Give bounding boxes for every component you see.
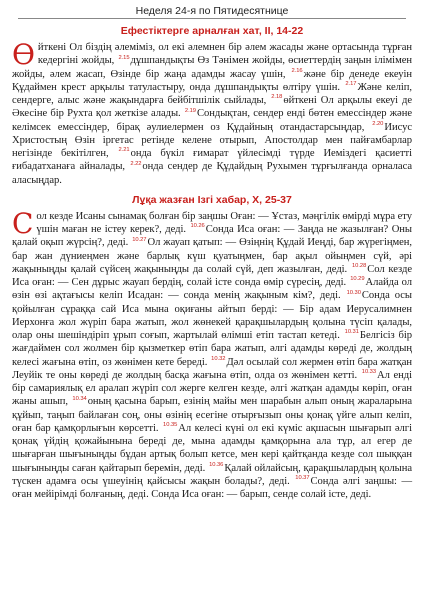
- gospel-title: Лұқа жазған Ізгі хабар, X, 25-37: [132, 193, 292, 206]
- verse-number: 10.29: [350, 276, 365, 283]
- verse-number: 2.19: [184, 107, 196, 114]
- verse-text: Сол кезде Иса оған: — Сен дұрыс жауап бердің, солай істе сонда өмір сүресің, деді.: [12, 263, 412, 288]
- verse-text: ол кезде Исаны сынамақ болған бір заңшы Оған: — Ұстаз, мәңгілік өмірді мұра ету үшін маған не істеу керек?, деді.: [36, 210, 412, 235]
- verse-text: және бір денеде екеуін Құдаймен крест арқылы татуластыру, онда дұшпандықты өлтіру үшін.: [12, 68, 412, 93]
- verse-text: Алайда ол өзін өзі ақтағысы келіп Исадан: — сонда менің жақыным кім?, деді.: [12, 277, 413, 302]
- epistle-title: Ефестіктерге арналған хат, II, 14-22: [120, 25, 304, 37]
- verse-text: онда сендер де Құдайдың Рухымен тұрғылғанда орналаса алаcыңдар.: [12, 161, 413, 186]
- verse-text: Сондықтан, сендер енді бөтен емессіндер және келімсек емессіндер, бірақ әулиелермен оз Құдайның отандастарсыңдар,: [12, 108, 412, 133]
- verse-text: Сонда Иса оған: — Заңда не жазылған? Оны қалай оқып жүрсің?, деді.: [12, 224, 412, 249]
- verse-text: Және келіп, сендерге, алыс және жақындарға бейбітшілік сыйлады,: [12, 81, 412, 106]
- verse-number: 2.22: [130, 160, 142, 167]
- page: [12, 4, 412, 596]
- verse-text: оның қасына барып, езінің майы мен шарабын алып оның жараларына құйып, таңып байлаған соң, оны өзінің есегіне отырғызып оны қонақ үйге алып келіп, оған бар қамқорлығын көрсетті.: [12, 396, 412, 434]
- verse-number: 10.36: [209, 461, 224, 468]
- verse-text: йткені Ол біздің әлеміміз, ол екі әлемнен бір әлем жасады және ортасында тұрған кедергіні жойды,: [37, 42, 412, 67]
- verse-text: Иисус Христостың Өзін іргетас ретінде келене отырып, Апостолдар мен пайғамбарлар негізінде бекітілген,: [12, 121, 412, 159]
- verse-number: 10.32: [211, 355, 226, 362]
- verse-text: дұшпандықты Өз Тәнімен жойды, өсиеттердің заңын ілімімен жойды, әлем жасап, Өзінде бір жаңа адамды жасау үшін,: [12, 55, 412, 80]
- verse-number: 2.15: [118, 54, 130, 61]
- verse-text: Қалай ойлайсың, қарақшылардың қолына түскен адамға осы үшеуінің қайсысы жақын болады?, деді.: [12, 462, 412, 487]
- verse-number: 10.34: [72, 395, 87, 402]
- verse-number: 10.28: [351, 263, 367, 270]
- verse-number: 10.30: [346, 289, 361, 296]
- verse-number: 10.27: [132, 236, 147, 243]
- verse-text: онда бүкіл ғимарат үйлесімді түрде Иеміздегі қасиетті ғибадатханаға айналады,: [12, 148, 412, 173]
- verse-text: Сонда әлгі заңшы: — оған мейірімді болғаның, деді. Сонда Иса оған: — барып, сенде солай істе, деді.: [12, 475, 412, 500]
- verse-text: Ол жауап қатып: — Өзіңнің Құдай Иеңді, бар жүрегіңмен, бар жан дүниеңмен және барлық күш қуатыңмен, бар ақыл ойыңмен сүй, әрі жақыныңды қалай сүйсең жақыныңды да солай сүй, деп жазылған, деді.: [12, 237, 412, 275]
- verse-text: Белгісіз бір жағдаймен сол жолмен бір қызметкер өтіп бара жатып, әлгі адамды көреді де, жолдың келесі жағына өтіп, оз жөнімен кете береді.: [12, 330, 412, 368]
- gospel-text: [12, 206, 413, 502]
- verse-number: 10.37: [295, 475, 310, 482]
- verse-number: 2.21: [118, 147, 130, 154]
- verse-number: 2.20: [372, 120, 384, 127]
- epistle-dropcap: Ө: [12, 38, 35, 71]
- verse-text: өйткені Ол арқылы екеуі де Әкесіне бір Рухта қол жеткізе алады.: [12, 95, 412, 120]
- verse-number: 2.17: [345, 81, 357, 88]
- verse-text: Дәл осылай сол жермен өтіп бара жатқан Леуйік те оны көреді де жолдың басқа жағына өтіп, олда оз жөнімен кетті.: [12, 356, 412, 381]
- page-header: Неделя 24-я по Пятидесятнице: [18, 4, 406, 19]
- section-spacer: [12, 187, 412, 194]
- verse-number: 10.31: [344, 329, 359, 336]
- verse-text: Сонда осы қойылған сұраққа сай Иса мына оқиғаны айтып берді: — Бір адам Иерусалимнен Иерхонға жол жүріп бара жатып, жол жөнекей қарақшылардың қолына түсіп қалады, олар оны шешіндіріп ұрып соғып, жартылай өлімші етіп тастап кетеді.: [12, 290, 412, 341]
- verse-number: 10.26: [190, 223, 205, 230]
- verse-text: Ал енді бір самариялық ел аралап жүріп сол жерге келген кезде, әлгі жатқан адамды көріп, оған жаны ашып,: [12, 369, 412, 408]
- verse-text: Ал келесі күні ол екі күміс ақшасын шығарып әлгі қонақ үйдің қожайынына береді де, мына адамды қамқорына ала тұр, ал егер де шығарған шығыныңды бұдан артық болып кетсе, мен кері қайтқанда кезде сол шыққан шығыныңды саған қайтарып беремін, деді.: [12, 422, 412, 474]
- verse-number: 2.16: [291, 67, 303, 74]
- verse-number: 10.33: [361, 369, 377, 376]
- gospel-dropcap: С: [12, 206, 34, 240]
- verse-number: 10.35: [163, 422, 178, 429]
- epistle-text: [12, 38, 413, 187]
- verse-number: 2.18: [271, 94, 283, 101]
